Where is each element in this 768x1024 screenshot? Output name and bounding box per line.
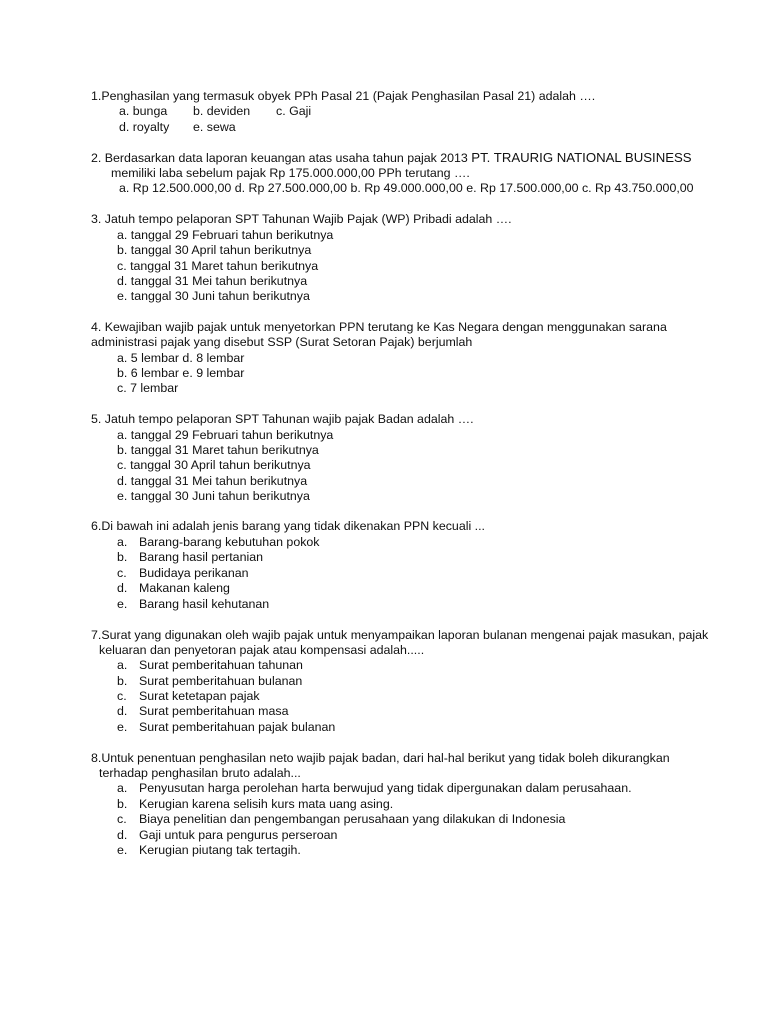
option-d: Surat pemberitahuan masa <box>139 704 289 718</box>
option-b: b. tanggal 30 April tahun berikutnya <box>117 243 312 257</box>
option-letter: c. <box>117 812 127 826</box>
option-a: a. bunga <box>119 104 168 118</box>
question-2-text-part1: 2. Berdasarkan data laporan keuangan atas usaha tahun pajak 2013 <box>91 151 472 165</box>
option-c: Surat ketetapan pajak <box>139 689 260 703</box>
option-row-2: b. 6 lembar e. 9 lembar <box>117 366 245 380</box>
option-letter: e. <box>117 597 128 611</box>
option-letter: c. <box>117 689 127 703</box>
option-letter: c. <box>117 566 127 580</box>
company-name: PT. TRAURIG NATIONAL BUSINESS <box>471 150 692 165</box>
question-7-text: 7.Surat yang digunakan oleh wajib pajak untuk menyampaikan laporan bulanan mengenai pajak masukan, pajak <box>91 628 709 642</box>
option-c: c. tanggal 31 Maret tahun berikutnya <box>117 259 319 273</box>
question-4-text-line2: administrasi pajak yang disebut SSP (Surat Setoran Pajak) berjumlah <box>91 335 473 349</box>
option-b: Surat pemberitahuan bulanan <box>139 674 303 688</box>
option-letter: d. <box>117 581 128 595</box>
question-2-options: a. Rp 12.500.000,00 d. Rp 27.500.000,00 b. Rp 49.000.000,00 e. Rp 17.500.000,00 c. Rp 43.750.000,00 <box>119 181 694 195</box>
option-d: Gaji untuk para pengurus perseroan <box>139 828 338 842</box>
option-e: Barang hasil kehutanan <box>139 597 270 611</box>
option-e: Kerugian piutang tak tertagih. <box>139 843 301 857</box>
option-c: Budidaya perikanan <box>139 566 249 580</box>
option-letter: a. <box>117 781 128 795</box>
option-letter: a. <box>117 658 128 672</box>
option-a: Penyusutan harga perolehan harta berwujud yang tidak dipergunakan dalam perusahaan. <box>139 781 632 795</box>
option-letter: d. <box>117 828 128 842</box>
question-5-text: 5. Jatuh tempo pelaporan SPT Tahunan wajib pajak Badan adalah …. <box>91 412 474 426</box>
option-letter: b. <box>117 797 128 811</box>
option-e: e. tanggal 30 Juni tahun berikutnya <box>117 489 310 503</box>
option-b: b. deviden <box>193 104 251 118</box>
option-b: Kerugian karena selisih kurs mata uang asing. <box>139 797 394 811</box>
option-b: b. tanggal 31 Maret tahun berikutnya <box>117 443 319 457</box>
option-e: Surat pemberitahuan pajak bulanan <box>139 720 336 734</box>
question-1-text: 1.Penghasilan yang termasuk obyek PPh Pasal 21 (Pajak Penghasilan Pasal 21) adalah …. <box>91 89 596 103</box>
option-e: e. sewa <box>193 120 236 134</box>
option-letter: a. <box>117 535 128 549</box>
option-row-1: a. 5 lembar d. 8 lembar <box>117 351 245 365</box>
option-letter: e. <box>117 843 128 857</box>
option-row-3: c. 7 lembar <box>117 381 179 395</box>
question-4-text: 4. Kewajiban wajib pajak untuk menyetorkan PPN terutang ke Kas Negara dengan menggunakan sarana <box>91 320 667 334</box>
option-c: c. Gaji <box>276 104 312 118</box>
option-a: Barang-barang kebutuhan pokok <box>139 535 320 549</box>
option-letter: e. <box>117 720 128 734</box>
option-letter: d. <box>117 704 128 718</box>
question-8-text-line2: terhadap penghasilan bruto adalah... <box>99 766 301 780</box>
question-3-text: 3. Jatuh tempo pelaporan SPT Tahunan Wajib Pajak (WP) Pribadi adalah …. <box>91 212 512 226</box>
option-e: e. tanggal 30 Juni tahun berikutnya <box>117 289 310 303</box>
option-a: Surat pemberitahuan tahunan <box>139 658 303 672</box>
question-8-text: 8.Untuk penentuan penghasilan neto wajib pajak badan, dari hal-hal berikut yang tidak boleh dikurangkan <box>91 751 670 765</box>
option-b: Barang hasil pertanian <box>139 550 263 564</box>
question-7-text-line2: keluaran dan penyetoran pajak atau kompensasi adalah..... <box>99 643 425 657</box>
question-6-text: 6.Di bawah ini adalah jenis barang yang tidak dikenakan PPN kecuali ... <box>91 519 485 533</box>
option-d: Makanan kaleng <box>139 581 230 595</box>
option-d: d. tanggal 31 Mei tahun berikutnya <box>117 274 308 288</box>
option-a: a. tanggal 29 Februari tahun berikutnya <box>117 428 334 442</box>
option-letter: b. <box>117 550 128 564</box>
option-d: d. royalty <box>119 120 170 134</box>
question-2-text <box>91 150 692 166</box>
option-c: Biaya penelitian dan pengembangan perusahaan yang dilakukan di Indonesia <box>139 812 566 826</box>
option-c: c. tanggal 30 April tahun berikutnya <box>117 458 311 472</box>
option-d: d. tanggal 31 Mei tahun berikutnya <box>117 474 308 488</box>
question-2-text-line2: memiliki laba sebelum pajak Rp 175.000.000,00 PPh terutang …. <box>111 166 470 180</box>
option-letter: b. <box>117 674 128 688</box>
option-a: a. tanggal 29 Februari tahun berikutnya <box>117 228 334 242</box>
